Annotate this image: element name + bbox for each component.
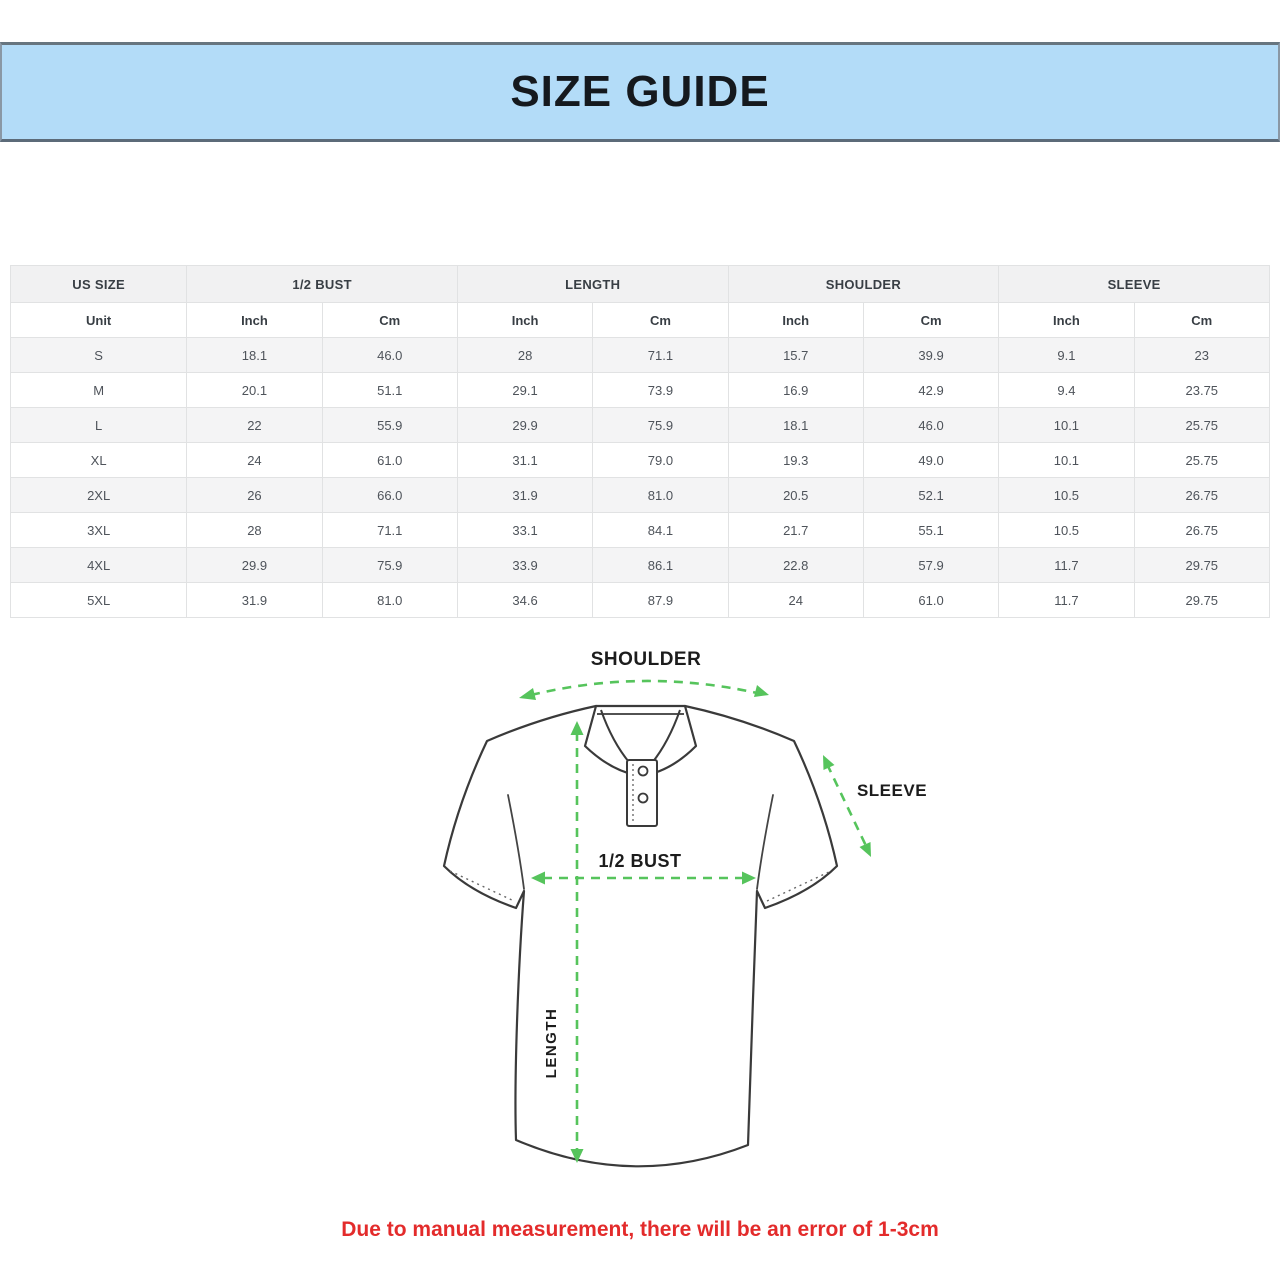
- measurement-cell: 24: [187, 443, 322, 478]
- size-table: [10, 265, 1270, 618]
- measurement-cell: 15.7: [728, 338, 863, 373]
- measurement-cell: 75.9: [593, 408, 728, 443]
- measurement-cell: 51.1: [322, 373, 457, 408]
- measurement-cell: 42.9: [863, 373, 998, 408]
- measurement-cell: 46.0: [863, 408, 998, 443]
- measurement-cell: 29.9: [457, 408, 592, 443]
- size-label-cell: 3XL: [11, 513, 187, 548]
- measurement-cell: 39.9: [863, 338, 998, 373]
- measurement-cell: 10.5: [999, 478, 1134, 513]
- column-header-us-size: US SIZE: [11, 266, 187, 303]
- measurement-cell: 84.1: [593, 513, 728, 548]
- measurement-cell: 10.1: [999, 408, 1134, 443]
- unit-header: Unit: [11, 303, 187, 338]
- bust-label: 1/2 BUST: [598, 851, 682, 871]
- column-header-length: LENGTH: [457, 266, 728, 303]
- shoulder-label: SHOULDER: [590, 649, 702, 670]
- size-label-cell: XL: [11, 443, 187, 478]
- size-guide-banner: [0, 42, 1280, 142]
- measurement-cell: 22.8: [728, 548, 863, 583]
- table-unit-header-row: [11, 303, 1270, 338]
- measurement-cell: 18.1: [728, 408, 863, 443]
- measurement-cell: 71.1: [322, 513, 457, 548]
- table-row: [11, 443, 1270, 478]
- measurement-cell: 16.9: [728, 373, 863, 408]
- measurement-cell: 11.7: [999, 583, 1134, 618]
- size-label-cell: 2XL: [11, 478, 187, 513]
- length-label: LENGTH: [543, 1007, 560, 1079]
- size-label-cell: M: [11, 373, 187, 408]
- size-label-cell: L: [11, 408, 187, 443]
- measurement-cell: 11.7: [999, 548, 1134, 583]
- table-row: [11, 583, 1270, 618]
- measurement-cell: 22: [187, 408, 322, 443]
- measurement-cell: 24: [728, 583, 863, 618]
- measurement-cell: 31.9: [187, 583, 322, 618]
- measurement-cell: 73.9: [593, 373, 728, 408]
- column-header-shoulder: SHOULDER: [728, 266, 999, 303]
- measurement-cell: 55.1: [863, 513, 998, 548]
- measurement-cell: 31.9: [457, 478, 592, 513]
- measurement-cell: 61.0: [863, 583, 998, 618]
- size-label-cell: 4XL: [11, 548, 187, 583]
- table-row: [11, 513, 1270, 548]
- size-label-cell: S: [11, 338, 187, 373]
- measurement-cell: 57.9: [863, 548, 998, 583]
- sleeve-label: SLEEVE: [856, 781, 928, 800]
- button-top: [639, 767, 648, 776]
- measurement-cell: 20.1: [187, 373, 322, 408]
- table-row: [11, 408, 1270, 443]
- table-row: [11, 548, 1270, 583]
- measurement-cell: 26.75: [1134, 478, 1269, 513]
- page-title: SIZE GUIDE: [510, 67, 770, 116]
- measurement-cell: 34.6: [457, 583, 592, 618]
- measurement-cell: 52.1: [863, 478, 998, 513]
- measurement-cell: 29.75: [1134, 583, 1269, 618]
- measurement-cell: 75.9: [322, 548, 457, 583]
- button-bottom: [639, 794, 648, 803]
- measurement-cell: 71.1: [593, 338, 728, 373]
- measurement-disclaimer: Due to manual measurement, there will be an error of 1-3cm: [341, 1218, 939, 1241]
- measurement-cell: 86.1: [593, 548, 728, 583]
- measurement-cell: 28: [457, 338, 592, 373]
- measurement-cell: 26.75: [1134, 513, 1269, 548]
- measurement-cell: 87.9: [593, 583, 728, 618]
- measurement-cell: 25.75: [1134, 408, 1269, 443]
- measurement-cell: 46.0: [322, 338, 457, 373]
- measurement-diagram: [0, 630, 1280, 1210]
- size-label-cell: 5XL: [11, 583, 187, 618]
- measurement-cell: 26: [187, 478, 322, 513]
- measurement-cell: 66.0: [322, 478, 457, 513]
- measurement-cell: 79.0: [593, 443, 728, 478]
- measurement-cell: 29.1: [457, 373, 592, 408]
- table-group-header-row: [11, 266, 1270, 303]
- measurement-cell: 31.1: [457, 443, 592, 478]
- column-header-sleeve: SLEEVE: [999, 266, 1270, 303]
- measurement-cell: 18.1: [187, 338, 322, 373]
- measurement-cell: 55.9: [322, 408, 457, 443]
- measurement-cell: 29.9: [187, 548, 322, 583]
- table-row: [11, 338, 1270, 373]
- measurement-cell: 9.4: [999, 373, 1134, 408]
- measurement-cell: 81.0: [593, 478, 728, 513]
- table-row: [11, 478, 1270, 513]
- measurement-cell: 33.9: [457, 548, 592, 583]
- unit-header: Inch: [187, 303, 322, 338]
- measurement-cell: 25.75: [1134, 443, 1269, 478]
- unit-header: Inch: [999, 303, 1134, 338]
- measurement-cell: 49.0: [863, 443, 998, 478]
- measurement-cell: 10.1: [999, 443, 1134, 478]
- unit-header: Cm: [593, 303, 728, 338]
- measurement-cell: 9.1: [999, 338, 1134, 373]
- measurement-cell: 19.3: [728, 443, 863, 478]
- table-row: [11, 373, 1270, 408]
- measurement-cell: 23.75: [1134, 373, 1269, 408]
- shoulder-arrow: [519, 681, 769, 700]
- unit-header: Cm: [1134, 303, 1269, 338]
- measurement-cell: 61.0: [322, 443, 457, 478]
- measurement-cell: 23: [1134, 338, 1269, 373]
- unit-header: Inch: [457, 303, 592, 338]
- unit-header: Inch: [728, 303, 863, 338]
- measurement-cell: 81.0: [322, 583, 457, 618]
- unit-header: Cm: [863, 303, 998, 338]
- measurement-cell: 33.1: [457, 513, 592, 548]
- size-table-body: [11, 338, 1270, 618]
- measurement-cell: 20.5: [728, 478, 863, 513]
- column-header-bust: 1/2 BUST: [187, 266, 458, 303]
- measurement-cell: 29.75: [1134, 548, 1269, 583]
- measurement-cell: 28: [187, 513, 322, 548]
- measurement-cell: 10.5: [999, 513, 1134, 548]
- unit-header: Cm: [322, 303, 457, 338]
- measurement-cell: 21.7: [728, 513, 863, 548]
